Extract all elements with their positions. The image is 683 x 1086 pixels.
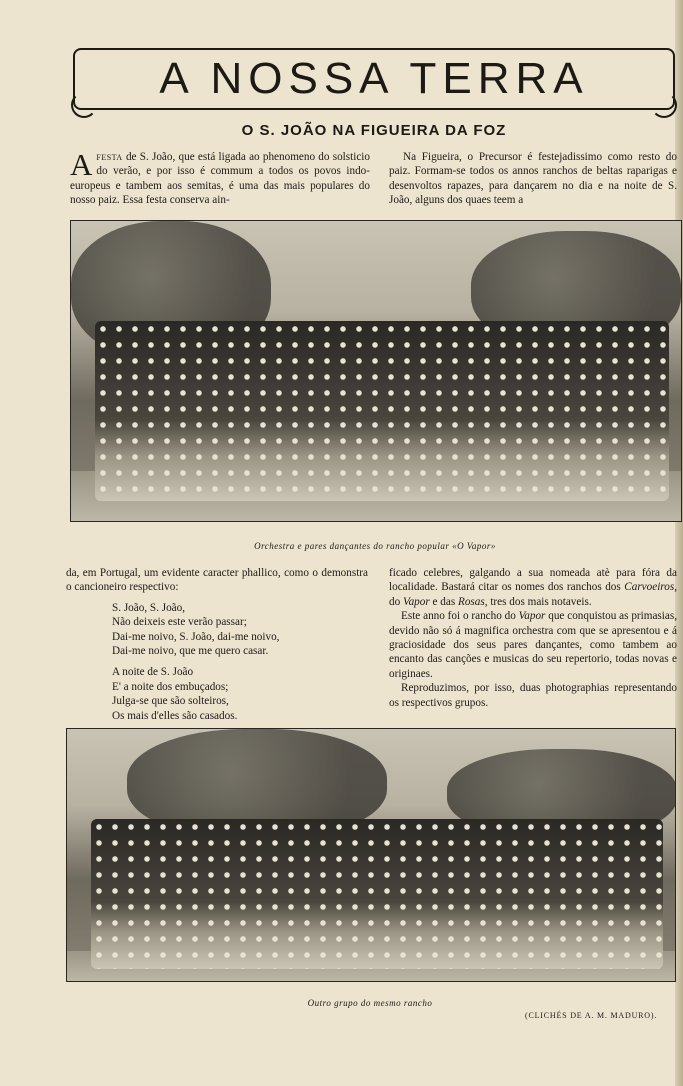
- right-column-mid: [389, 566, 677, 710]
- photo-credits: (CLICHÉS DE A. M. MADURO).: [525, 1011, 658, 1020]
- top-photo-caption: Orchestra e pares dançantes do rancho popular «O Vapor»: [254, 541, 496, 551]
- left-column-mid: [66, 566, 368, 730]
- masthead-title: A NOSSA TERRA: [159, 54, 589, 103]
- right-column-top: [389, 150, 677, 208]
- poem-line: E' a noite dos embuçados;: [112, 680, 229, 693]
- group-of-people: [91, 819, 663, 969]
- poem: [112, 601, 368, 723]
- ranch-name: Rosas: [458, 595, 485, 608]
- mid-right-paragraph-3: Reproduzimos, por isso, duas photographias representando os respectivos grupos.: [389, 682, 677, 709]
- article-title: O S. JOÃO NA FIGUEIRA DA FOZ: [241, 122, 507, 139]
- intro-text: de S. João, que está ligada ao phenomeno do solsticio do verão, e por isso é commum a todos os povos indo-europeus e tambem aos semitas, é uma das mais populares do nosso paiz. Essa festa conserva ain-: [70, 151, 371, 207]
- drop-cap: A: [70, 147, 93, 182]
- poem-line: Os mais d'elles são casados.: [112, 709, 238, 722]
- text-run: , tres dos mais notaveis.: [484, 595, 592, 608]
- group-of-people: [95, 321, 668, 501]
- text-run: e das: [429, 595, 458, 608]
- ranch-name: Carvoeiros: [624, 581, 675, 594]
- stanza-2: [112, 665, 368, 723]
- text-run: Este anno foi o rancho do: [401, 610, 519, 623]
- bottom-photo-caption: Outro grupo do mesmo rancho: [307, 998, 433, 1008]
- masthead-banner: [73, 48, 675, 110]
- poem-line: Dai-me noivo, S. João, dai-me noivo,: [112, 630, 280, 643]
- text-run: que conquistou as primasias, devido não só á magnifica orchestra com que se apresentou e á graciosidade dos seus pares dançantes, como tambem ao encanto das canções e musicas do seu repertorio, todas novas e originaes.: [389, 610, 677, 680]
- poem-line: Julga-se que são solteiros,: [112, 695, 229, 708]
- intro-smallcaps: festa: [96, 151, 123, 163]
- mid-right-paragraph-2: [389, 609, 677, 681]
- intro-column: [70, 147, 371, 208]
- poem-line: A noite de S. João: [112, 666, 194, 679]
- mid-right-paragraph-1: [389, 566, 677, 609]
- ranch-name: Vapor: [518, 610, 546, 623]
- stanza-1: [112, 601, 368, 659]
- photo-second-group: [66, 728, 676, 982]
- ranch-name: Vapor: [402, 595, 430, 608]
- poem-line: Não deixeis este verão passar;: [112, 616, 247, 629]
- poem-line: S. João, S. João,: [112, 601, 186, 614]
- poem-line: Dai-me noivo, que me quero casar.: [112, 645, 269, 658]
- intro-paragraph: [70, 147, 371, 208]
- text-run: ficado celebres, galgando a sua nomeada atè para fóra da localidade. Bastará citar os nomes dos ranchos dos: [389, 567, 677, 594]
- right-top-paragraph: Na Figueira, o Precursor é festejadissimo como resto do paiz. Formam-se todos os annos ranchos de beltas raparigas e desenvoltos rapazes, para dançarem no dia e na noite de S. João, alguns dos quaes teem a: [389, 151, 677, 207]
- text-run: , do: [389, 581, 677, 608]
- mid-left-paragraph: da, em Portugal, um evidente caracter phallico, como o demonstra o cancioneiro respectivo:: [66, 567, 368, 594]
- photo-orchestra: [70, 220, 682, 522]
